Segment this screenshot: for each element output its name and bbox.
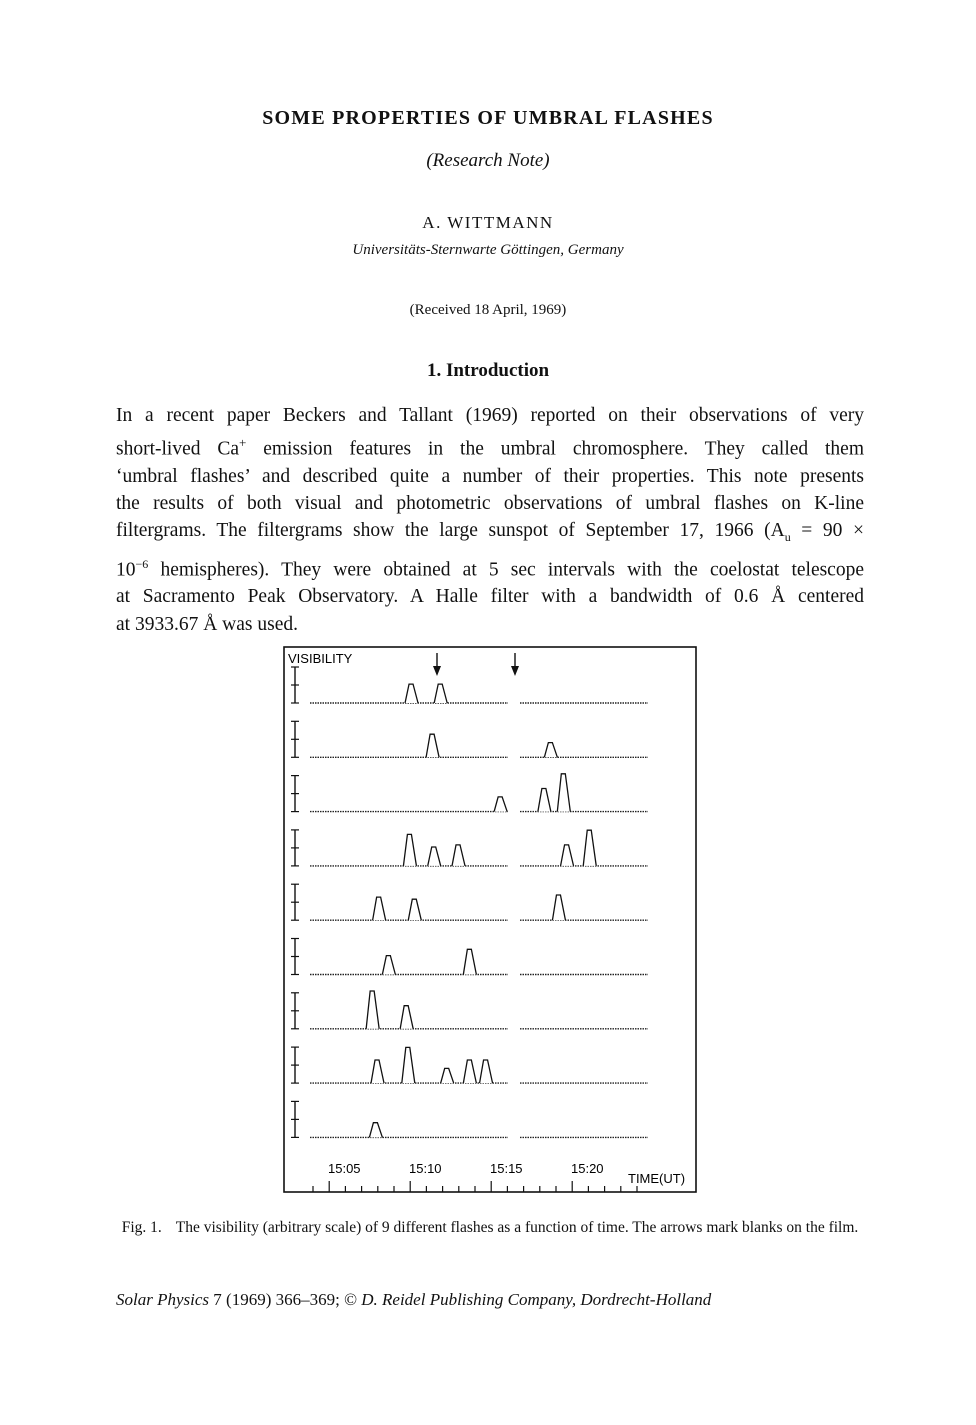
intro-paragraph [116, 402, 864, 638]
x-tick-label: 15:10 [409, 1161, 442, 1176]
flash-peak [428, 847, 441, 866]
flash-peak [403, 834, 416, 866]
flash-peak [463, 1060, 476, 1083]
flash-peak [480, 1060, 493, 1083]
flash-peak [434, 684, 447, 703]
flash-peak [382, 956, 395, 975]
publisher: D. Reidel Publishing Company, Dordrecht-Holland [361, 1290, 712, 1309]
superscript: −6 [135, 556, 149, 571]
flash-peak [544, 743, 557, 758]
subscript: u [784, 529, 791, 544]
flash-peak [452, 845, 465, 866]
journal-volume: 7 [213, 1290, 222, 1309]
x-tick-label: 15:05 [328, 1161, 361, 1176]
author-affiliation: Universitäts-Sternwarte Göttingen, Germany [352, 242, 624, 258]
paragraph-line: at 3933.67 Å was used. [116, 613, 298, 635]
received-date: (Received 18 April, 1969) [409, 302, 567, 318]
superscript: + [239, 435, 247, 451]
blank-arrow-head [511, 666, 519, 676]
paper-subtitle: (Research Note) [426, 150, 550, 171]
caption-text: The visibility (arbitrary scale) of 9 different flashes as a function of time. The arrows mark blanks on the film. [175, 1219, 859, 1236]
flash-peak [463, 949, 476, 974]
caption-label: Fig. 1. [121, 1219, 162, 1236]
flash-peak [373, 897, 386, 920]
flash-peak [494, 797, 507, 812]
journal-pages: (1969) 366–369; © [221, 1290, 362, 1309]
visibility-chart [282, 645, 698, 1197]
flash-peak [561, 845, 574, 866]
flash-peak [441, 1068, 454, 1083]
flash-peak [538, 789, 551, 812]
flash-peak [400, 1006, 413, 1029]
x-axis-label: TIME(UT) [628, 1171, 686, 1186]
section-heading: 1. Introduction [426, 360, 550, 381]
blank-arrow-head [433, 666, 441, 676]
paragraph-line: filtergrams. The filtergrams show the large sunspot of September 17, 1966 ($A_u = 90$ × [116, 519, 864, 544]
x-tick-label: 15:15 [490, 1161, 523, 1176]
paragraph-line: ‘umbral flashes’ and described quite a number of their properties. This note presents [116, 465, 864, 487]
flash-peak [557, 774, 570, 812]
flash-peak [402, 1047, 415, 1083]
y-axis-label: VISIBILITY [288, 651, 353, 666]
figure-caption [116, 1217, 864, 1238]
journal-name: Solar Physics [116, 1290, 210, 1309]
paragraph-line: the results of both visual and photometric observations of umbral flashes on K-line [116, 492, 864, 514]
paragraph-line: short-lived Ca+ emission features in the umbral chromosphere. They called them [116, 435, 864, 460]
flash-peak [583, 830, 596, 866]
paragraph-line: In a recent paper Beckers and Tallant (1969) reported on their observations of very [116, 405, 864, 426]
paragraph-line: $10^{-6}$ hemispheres). They were obtained at 5 sec intervals with the coelostat telescope [116, 556, 864, 581]
author-name: A. WITTMANN [422, 213, 554, 232]
paragraph-line: at Sacramento Peak Observatory. A Halle filter with a bandwidth of 0.6 Å centered [116, 586, 864, 608]
flash-peak [405, 684, 418, 703]
paper-title: SOME PROPERTIES OF UMBRAL FLASHES [262, 107, 714, 129]
flash-peak [408, 899, 421, 920]
flash-peak [552, 895, 565, 920]
flash-peak [371, 1060, 384, 1083]
flash-peak [369, 1123, 382, 1138]
journal-footer [116, 1290, 864, 1310]
flash-peak [366, 991, 379, 1029]
flash-peak [426, 734, 439, 757]
x-tick-label: 15:20 [571, 1161, 604, 1176]
